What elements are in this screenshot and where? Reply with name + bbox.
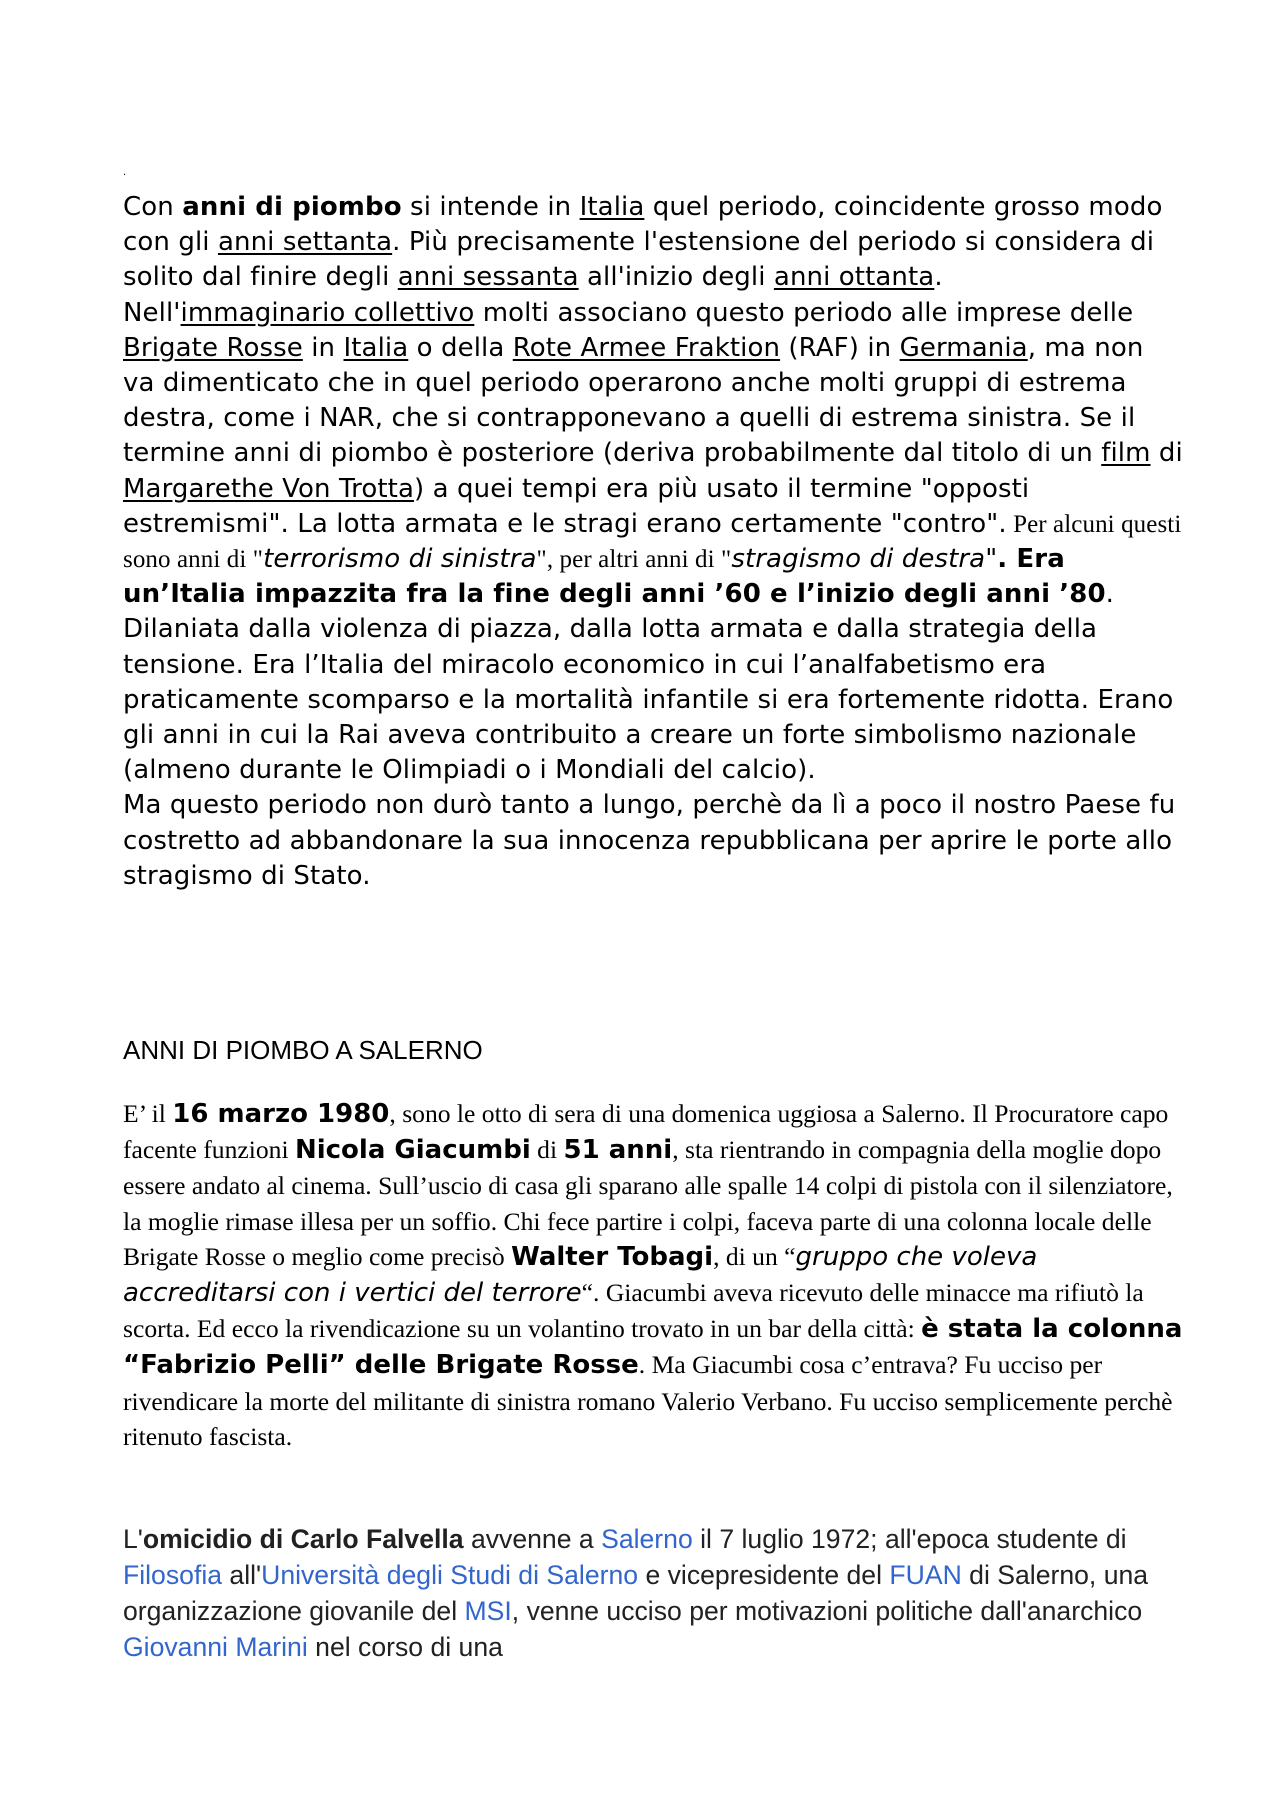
quote-terrorismo: terrorismo di sinistra xyxy=(263,544,537,575)
link-brigate-rosse[interactable]: Brigate Rosse xyxy=(123,332,303,363)
link-anni-sessanta[interactable]: anni sessanta xyxy=(397,262,579,293)
link-immaginario-collettivo[interactable]: immaginario collettivo xyxy=(180,297,475,328)
quote-gruppo: gruppo che voleva accreditarsi con i vertici del terrore xyxy=(123,1241,1038,1309)
link-rote-armee-fraktion[interactable]: Rote Armee Fraktion xyxy=(512,332,781,363)
term-anni-di-piombo: anni di piombo xyxy=(182,192,402,222)
link-universita-salerno[interactable]: Università degli Studi di Salerno xyxy=(261,1560,639,1590)
section-heading: ANNI DI PIOMBO A SALERNO xyxy=(123,1035,483,1065)
link-giovanni-marini[interactable]: Giovanni Marini xyxy=(123,1632,308,1662)
name-tobagi: Walter Tobagi xyxy=(511,1241,714,1272)
link-anni-settanta[interactable]: anni settanta xyxy=(217,227,393,258)
quote-stragismo: stragismo di destra xyxy=(731,544,986,575)
link-germania[interactable]: Germania xyxy=(899,332,1028,363)
link-margarethe-von-trotta[interactable]: Margarethe Von Trotta xyxy=(123,473,415,504)
falvella-paragraph: L'omicidio di Carlo Falvella avvenne a Salerno il 7 luglio 1972; all'epoca studente di Filosofia all'Università degli Studi di Salerno e vicepresidente del FUAN di Salerno, una organizzazione giovanile del MSI, venne ucciso per motivazioni politiche dall'anarchico Giovanni Marini nel corso di una xyxy=(123,1524,1149,1662)
link-salerno[interactable]: Salerno xyxy=(601,1524,693,1554)
term-omicidio: omicidio di Carlo Falvella xyxy=(142,1524,464,1554)
link-italia[interactable]: Italia xyxy=(579,192,645,222)
date-bold: 16 marzo 1980 xyxy=(172,1099,390,1129)
emphasis-italia-impazzita: . Era un’Italia impazzita fra la fine degli anni ’60 e l’inizio degli anni ’80 xyxy=(123,544,1106,610)
link-anni-ottanta[interactable]: anni ottanta xyxy=(773,262,935,293)
age-bold: 51 anni xyxy=(563,1135,673,1166)
link-film[interactable]: film xyxy=(1101,438,1151,469)
salerno-paragraph: E’ il 16 marzo 1980, sono le otto di sera di una domenica uggiosa a Salerno. Il Procuratore capo facente funzioni Nicola Giacumbi di 51 anni, sta rientrando in compagnia della moglie dopo essere andato al cinema. Sull’uscio di casa gli sparano alle spalle 14 colpi di pistola con il silenziatore, la moglie rimase illesa per un soffio. Chi fece partire i colpi, faceva parte di una colonna locale delle Brigate Rosse o meglio come precisò Walter Tobagi, di un “gruppo che voleva accreditarsi con i vertici del terrore“. Giacumbi aveva ricevuto delle minacce ma rifiutò la scorta. Ed ecco la rivendicazione su un volantino trovato in un bar della città: è stata la colonna “Fabrizio Pelli” delle Brigate Rosse. Ma Giacumbi cosa c’entrava? Fu ucciso per rivendicare la morte del militante di sinistra romano Valerio Verbano. Fu ucciso semplicemente perchè ritenuto fascista. xyxy=(123,1099,1183,1451)
stray-dot: . xyxy=(123,167,127,178)
link-fuan[interactable]: FUAN xyxy=(889,1560,962,1590)
link-italia-2[interactable]: Italia xyxy=(343,332,409,363)
link-msi[interactable]: MSI xyxy=(464,1596,512,1626)
claim-bold: è stata la colonna “Fabrizio Pelli” delle Brigate Rosse xyxy=(123,1314,1183,1381)
link-filosofia[interactable]: Filosofia xyxy=(123,1560,223,1590)
intro-paragraph: Con anni di piombo si intende in Italia quel periodo, coincidente grosso modo con gli anni settanta. Più precisamente l'estensione del periodo si considera di solito dal finire degli anni sessanta all'inizio degli anni ottanta. Nell'immaginario collettivo molti associano questo periodo alle imprese delle Brigate Rosse in Italia o della Rote Armee Fraktion (RAF) in Germania, ma non va dimenticato che in quel periodo operarono anche molti gruppi di estrema destra, come i NAR, che si contrapponevano a quelli di estrema sinistra. Se il termine anni di piombo è posteriore (deriva probabilmente dal titolo di un film di Margarethe Von Trotta) a quei tempi era più usato il termine "opposti estremismi". La lotta armata e le stragi erano certamente "contro". Per alcuni questi sono anni di "terrorismo di sinistra", per altri anni di "stragismo di destra". Era un’Italia impazzita fra la fine degli anni ’60 e l’inizio degli anni ’80. Dilaniata dalla violenza di piazza, dalla lotta armata e dalla strategia della tensione. Era l’Italia del miracolo economico in cui l’analfabetismo era praticamente scomparso e la mortalità infantile si era fortemente ridotta. Erano gli anni in cui la Rai aveva contribuito a creare un forte simbolismo nazionale (almeno durante le Olimpiadi o i Mondiali del calcio). Ma questo periodo non durò tanto a lungo, perchè da lì a poco il nostro Paese fu costretto ad abbandonare la sua innocenza repubblicana per aprire le porte allo stragismo di Stato. xyxy=(123,192,1183,891)
name-giacumbi: Nicola Giacumbi xyxy=(294,1135,531,1166)
